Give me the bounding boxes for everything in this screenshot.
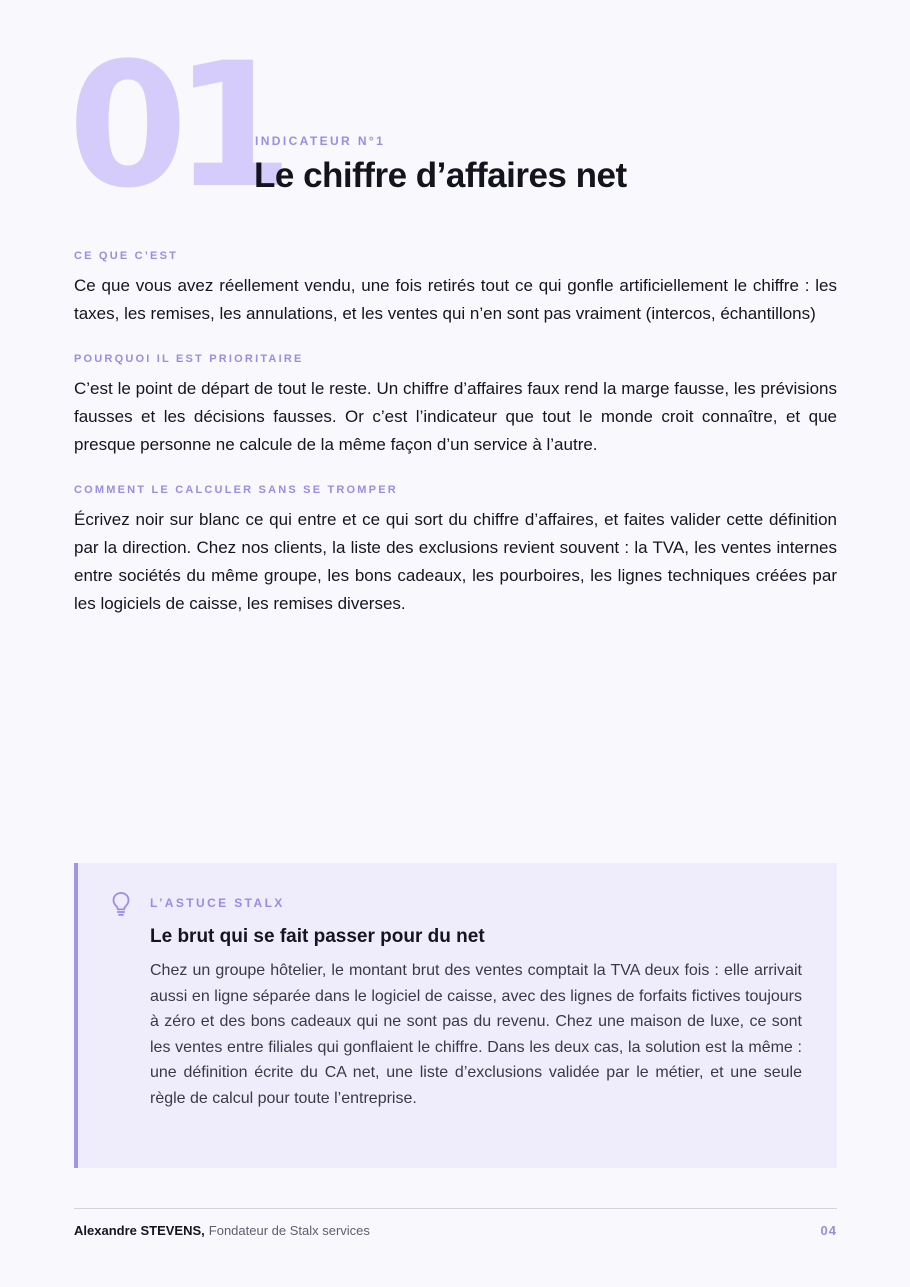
tip-body: Chez un groupe hôtelier, le montant brut des ventes comptait la TVA deux fois : elle arrivait aussi en ligne séparée dans le logiciel de caisse, avec des lignes de forfaits fictives toujours à zéro et des bons cadeaux qui ne sont pas du revenu. Chez une maison de luxe, ce sont les ventes entre filiales qui gonflaient le chiffre. Dans les deux cas, la solution est la même : une définition écrite du CA net, une liste d’exclusions validée par le métier, et une seule règle de calcul pour toute l’entreprise. bbox=[150, 962, 802, 1107]
section-label: CE QUE C’EST bbox=[74, 250, 179, 262]
section-body: C’est le point de départ de tout le reste. Un chiffre d’affaires faux rend la marge fausse, les prévisions fausses et les décisions fausses. Or c’est l’indicateur que tout le monde croit connaître, et que presque personne ne calcule de la même façon d’un service à l’autre. bbox=[74, 379, 837, 454]
footer-author bbox=[74, 1223, 370, 1238]
section-label: POURQUOI IL EST PRIORITAIRE bbox=[74, 353, 304, 365]
tip-title: Le brut qui se fait passer pour du net bbox=[150, 926, 485, 947]
tip-callout bbox=[74, 863, 837, 1168]
chapter-number: 01 bbox=[68, 25, 280, 226]
tip-label: L’ASTUCE STALX bbox=[150, 896, 285, 910]
main-content bbox=[74, 250, 837, 643]
section-body: Ce que vous avez réellement vendu, une fois retirés tout ce qui gonfle artificiellement le chiffre : les taxes, les remises, les annulations, et les ventes qui n’en sont pas vraiment (intercos, échantillons) bbox=[74, 276, 837, 323]
section-body: Écrivez noir sur blanc ce qui entre et ce qui sort du chiffre d’affaires, et faites valider cette définition par la direction. Chez nos clients, la liste des exclusions revient souvent : la TVA, les ventes internes entre sociétés du même groupe, les bons cadeaux, les pourboires, les lignes techniques créées par les logiciels de caisse, les remises diverses. bbox=[74, 510, 837, 613]
chapter-header bbox=[68, 25, 848, 226]
section-definition bbox=[74, 250, 837, 328]
chapter-title: Le chiffre d’affaires net bbox=[254, 156, 627, 195]
page-number: 04 bbox=[820, 1223, 837, 1238]
lightbulb-icon bbox=[111, 891, 131, 917]
footer-divider bbox=[74, 1208, 837, 1209]
author-role: Fondateur de Stalx services bbox=[208, 1223, 370, 1238]
section-priority bbox=[74, 353, 837, 459]
section-calculation bbox=[74, 484, 837, 618]
indicator-eyebrow: INDICATEUR N°1 bbox=[255, 134, 386, 148]
author-name: Alexandre STEVENS, bbox=[74, 1223, 205, 1238]
section-label: COMMENT LE CALCULER SANS SE TROMPER bbox=[74, 484, 398, 496]
